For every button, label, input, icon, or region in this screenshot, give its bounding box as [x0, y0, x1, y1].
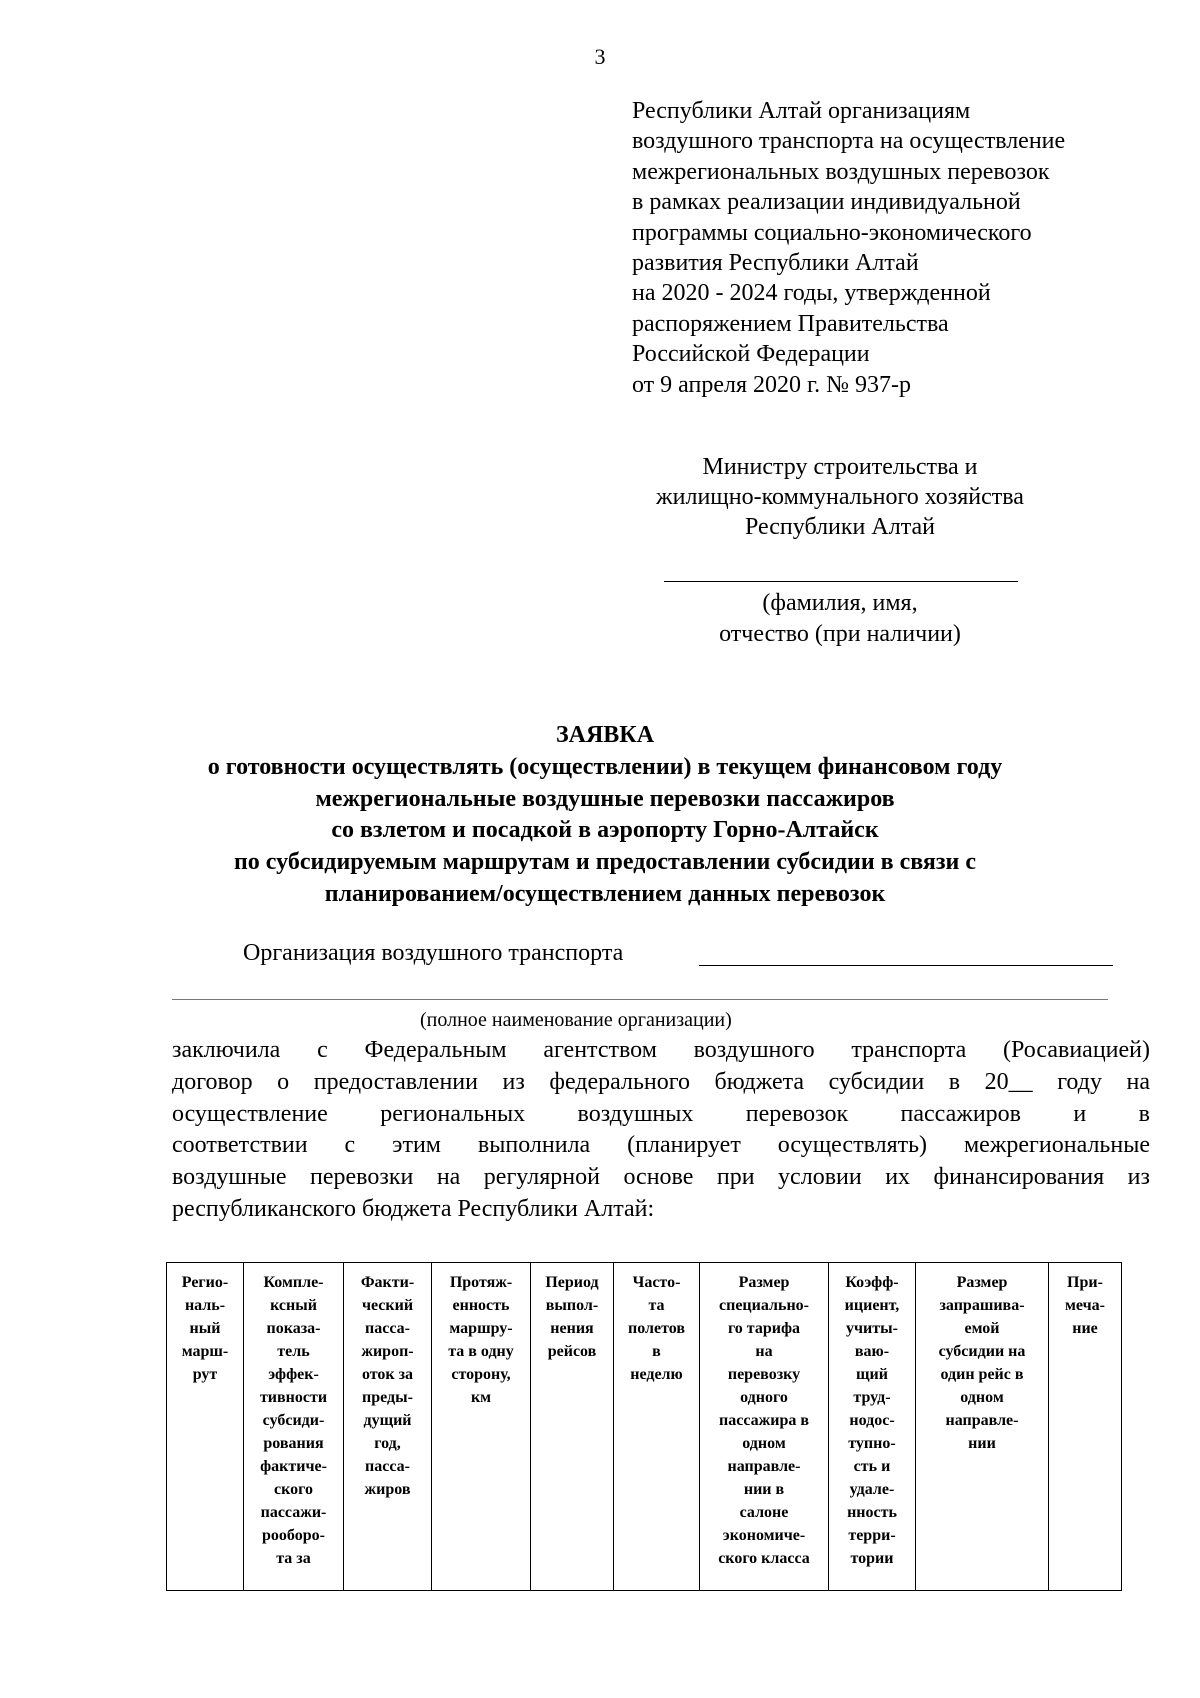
header-cell-line: год,	[374, 1435, 401, 1452]
organization-name-blank[interactable]	[699, 965, 1113, 966]
body-line: соответствии с этим выполнила (планирует осуществлять) межрегиональные	[172, 1132, 1150, 1159]
header-cell-line: преды-	[362, 1389, 413, 1406]
caption-line: (фамилия, имя,	[762, 590, 918, 616]
header-cell-note	[1049, 1263, 1122, 1591]
header-cell-line: Коэфф-	[845, 1274, 899, 1291]
header-cell-line: та за	[276, 1550, 311, 1567]
header-cell-line: экономиче-	[722, 1527, 806, 1544]
header-cell-line: дущий	[363, 1412, 412, 1429]
header-cell-line: ческий	[361, 1297, 414, 1314]
header-cell-line: тории	[850, 1550, 894, 1567]
page-number: 3	[594, 44, 606, 69]
header-cell-route-length	[432, 1263, 531, 1591]
header-cell-line: Часто-	[632, 1274, 681, 1291]
header-cell-line: нодос-	[849, 1412, 895, 1429]
header-cell-passenger-flow	[344, 1263, 432, 1591]
header-cell-line: нность	[847, 1504, 897, 1521]
header-cell-line: тупно-	[848, 1435, 896, 1452]
body-line: договор о предоставлении из федерального бюджета субсидии в 20__ году на	[172, 1068, 1150, 1095]
header-cell-line: жиров	[364, 1481, 411, 1498]
recipient-block	[560, 452, 1120, 542]
header-cell-line: удале-	[849, 1481, 895, 1498]
addressee-line: от 9 апреля 2020 г. № 937-р	[632, 371, 912, 398]
header-cell-line: ный	[189, 1320, 221, 1337]
addressee-line: Российской Федерации	[632, 341, 870, 368]
header-cell-line: тель	[277, 1343, 310, 1360]
table-header-row	[167, 1263, 1122, 1591]
header-cell-line: Размер	[738, 1274, 790, 1291]
header-cell-line: сторону,	[451, 1366, 511, 1383]
header-cell-line: та в одну	[448, 1343, 514, 1360]
header-cell-line: Компле-	[263, 1274, 324, 1291]
header-cell-line: на	[755, 1343, 773, 1360]
header-cell-line: ского	[274, 1481, 313, 1498]
header-cell-line: труд-	[853, 1389, 891, 1406]
header-cell-line: марш-	[181, 1343, 229, 1360]
recipient-line: жилищно-коммунального хозяйства	[656, 484, 1024, 510]
header-cell-efficiency-indicator	[244, 1263, 344, 1591]
header-cell-subsidy-amount	[916, 1263, 1049, 1591]
caption-line: отчество (при наличии)	[719, 621, 961, 647]
header-cell-line: наль-	[184, 1297, 226, 1314]
addressee-line: на 2020 - 2024 годы, утвержденной	[632, 280, 991, 307]
header-cell-line: выпол-	[545, 1297, 599, 1314]
header-cell-line: рооборо-	[262, 1527, 325, 1544]
recipient-name-blank[interactable]	[664, 581, 1018, 582]
header-cell-line: ние	[1072, 1320, 1098, 1337]
addressee-line: распоряжением Правительства	[632, 310, 949, 337]
header-cell-line: терри-	[848, 1527, 896, 1544]
header-cell-line: показа-	[266, 1320, 321, 1337]
body-paragraph	[172, 1035, 1150, 1226]
heading-line: планированием/осуществлением данных перевозок	[324, 880, 886, 907]
heading-line: межрегиональные воздушные перевозки пассажиров	[315, 785, 895, 812]
header-cell-line: ваю-	[854, 1343, 890, 1360]
organization-label: Организация воздушного транспорта	[243, 940, 624, 966]
header-cell-line: одного	[740, 1389, 788, 1406]
header-cell-line: перевозку	[727, 1366, 801, 1383]
header-cell-line: запрашива-	[939, 1297, 1025, 1314]
header-cell-special-tariff	[700, 1263, 829, 1591]
document-title: ЗАЯВКА	[555, 722, 655, 748]
header-cell-line: рейсов	[547, 1343, 597, 1360]
header-cell-period	[531, 1263, 614, 1591]
header-cell-line: Размер	[956, 1274, 1008, 1291]
header-cell-line: рования	[263, 1435, 324, 1452]
header-cell-line: неделю	[630, 1366, 683, 1383]
header-cell-line: оток за	[361, 1366, 414, 1383]
header-cell-line: го тарифа	[727, 1320, 801, 1337]
header-cell-line: в	[652, 1343, 661, 1360]
header-cell-line: специально-	[719, 1297, 809, 1314]
recipient-line: Республики Алтай	[745, 514, 935, 540]
header-cell-line: нии в	[743, 1481, 785, 1498]
heading-line: о готовности осуществлять (осуществлении) в текущем финансовом году	[207, 753, 1003, 780]
header-cell-line: субсиди-	[262, 1412, 325, 1429]
header-cell-line: нения	[550, 1320, 594, 1337]
header-cell-line: Регио-	[181, 1274, 229, 1291]
routes-table	[166, 1262, 1122, 1591]
header-cell-line: учиты-	[846, 1320, 898, 1337]
header-cell-line: Период	[545, 1274, 599, 1291]
addressee-line: развития Республики Алтай	[632, 250, 919, 277]
header-cell-line: одном	[742, 1435, 786, 1452]
header-cell-line: фактиче-	[260, 1458, 327, 1475]
header-cell-line: сть и	[853, 1458, 891, 1475]
header-cell-line: км	[470, 1389, 492, 1406]
header-cell-line: один рейс в	[940, 1366, 1024, 1383]
body-line: заключила с Федеральным агентством воздушного транспорта (Росавиацией)	[172, 1037, 1150, 1063]
body-line: воздушные перевозки на регулярной основе при условии их финансирования из	[172, 1164, 1150, 1191]
header-cell-line: При-	[1067, 1274, 1103, 1291]
addressee-line: воздушного транспорта на осуществление	[632, 128, 1066, 155]
header-cell-line: емой	[964, 1320, 1000, 1337]
header-cell-coefficient	[829, 1263, 916, 1591]
header-cell-line: ициент,	[844, 1297, 900, 1314]
recipient-line: Министру строительства и	[702, 454, 978, 480]
header-cell-line: Протяж-	[449, 1274, 513, 1291]
header-cell-line: пасса-	[365, 1320, 410, 1337]
header-cell-line: маршру-	[449, 1320, 513, 1337]
header-cell-line: жироп-	[361, 1343, 414, 1360]
header-cell-line: тивности	[259, 1389, 328, 1406]
addressee-block	[632, 96, 1172, 400]
addressee-line: Республики Алтай организациям	[632, 98, 971, 124]
header-cell-line: направле-	[727, 1458, 801, 1475]
heading-line: со взлетом и посадкой в аэропорту Горно-Алтайск	[331, 817, 879, 844]
header-cell-line: меча-	[1065, 1297, 1105, 1314]
header-cell-line: ксный	[270, 1297, 317, 1314]
header-cell-line: та	[648, 1297, 665, 1314]
organization-full-name-blank[interactable]	[172, 999, 1108, 1000]
body-line: осуществление региональных воздушных перевозок пассажиров и в	[172, 1100, 1150, 1127]
header-cell-line: эффек-	[268, 1366, 319, 1383]
header-cell-line: пассажи-	[260, 1504, 327, 1521]
header-cell-line: енность	[452, 1297, 510, 1314]
header-cell-line: пассажира в	[719, 1412, 809, 1429]
header-cell-frequency	[614, 1263, 700, 1591]
document-heading	[100, 720, 1110, 911]
header-cell-line: направле-	[945, 1412, 1019, 1429]
header-cell-line: одном	[960, 1389, 1004, 1406]
body-line: республиканского бюджета Республики Алтай:	[172, 1195, 655, 1222]
header-cell-route	[167, 1263, 244, 1591]
header-cell-line: щий	[856, 1366, 888, 1383]
addressee-line: в рамках реализации индивидуальной	[632, 189, 1021, 216]
header-cell-line: полетов	[628, 1320, 685, 1337]
header-cell-line: нии	[968, 1435, 996, 1452]
header-cell-line: рут	[192, 1366, 218, 1383]
header-cell-line: ского класса	[718, 1550, 810, 1567]
heading-line: по субсидируемым маршрутам и предоставлении субсидии в связи с	[233, 849, 977, 876]
header-cell-line: субсидии на	[938, 1343, 1026, 1360]
addressee-line: межрегиональных воздушных перевозок	[632, 158, 1050, 185]
header-cell-line: Факти-	[360, 1274, 415, 1291]
addressee-line: программы социально-экономического	[632, 219, 1032, 246]
recipient-name-caption	[560, 588, 1120, 650]
header-cell-line: пасса-	[365, 1458, 410, 1475]
header-cell-line: салоне	[739, 1504, 789, 1521]
organization-caption: (полное наименование организации)	[420, 1009, 732, 1031]
